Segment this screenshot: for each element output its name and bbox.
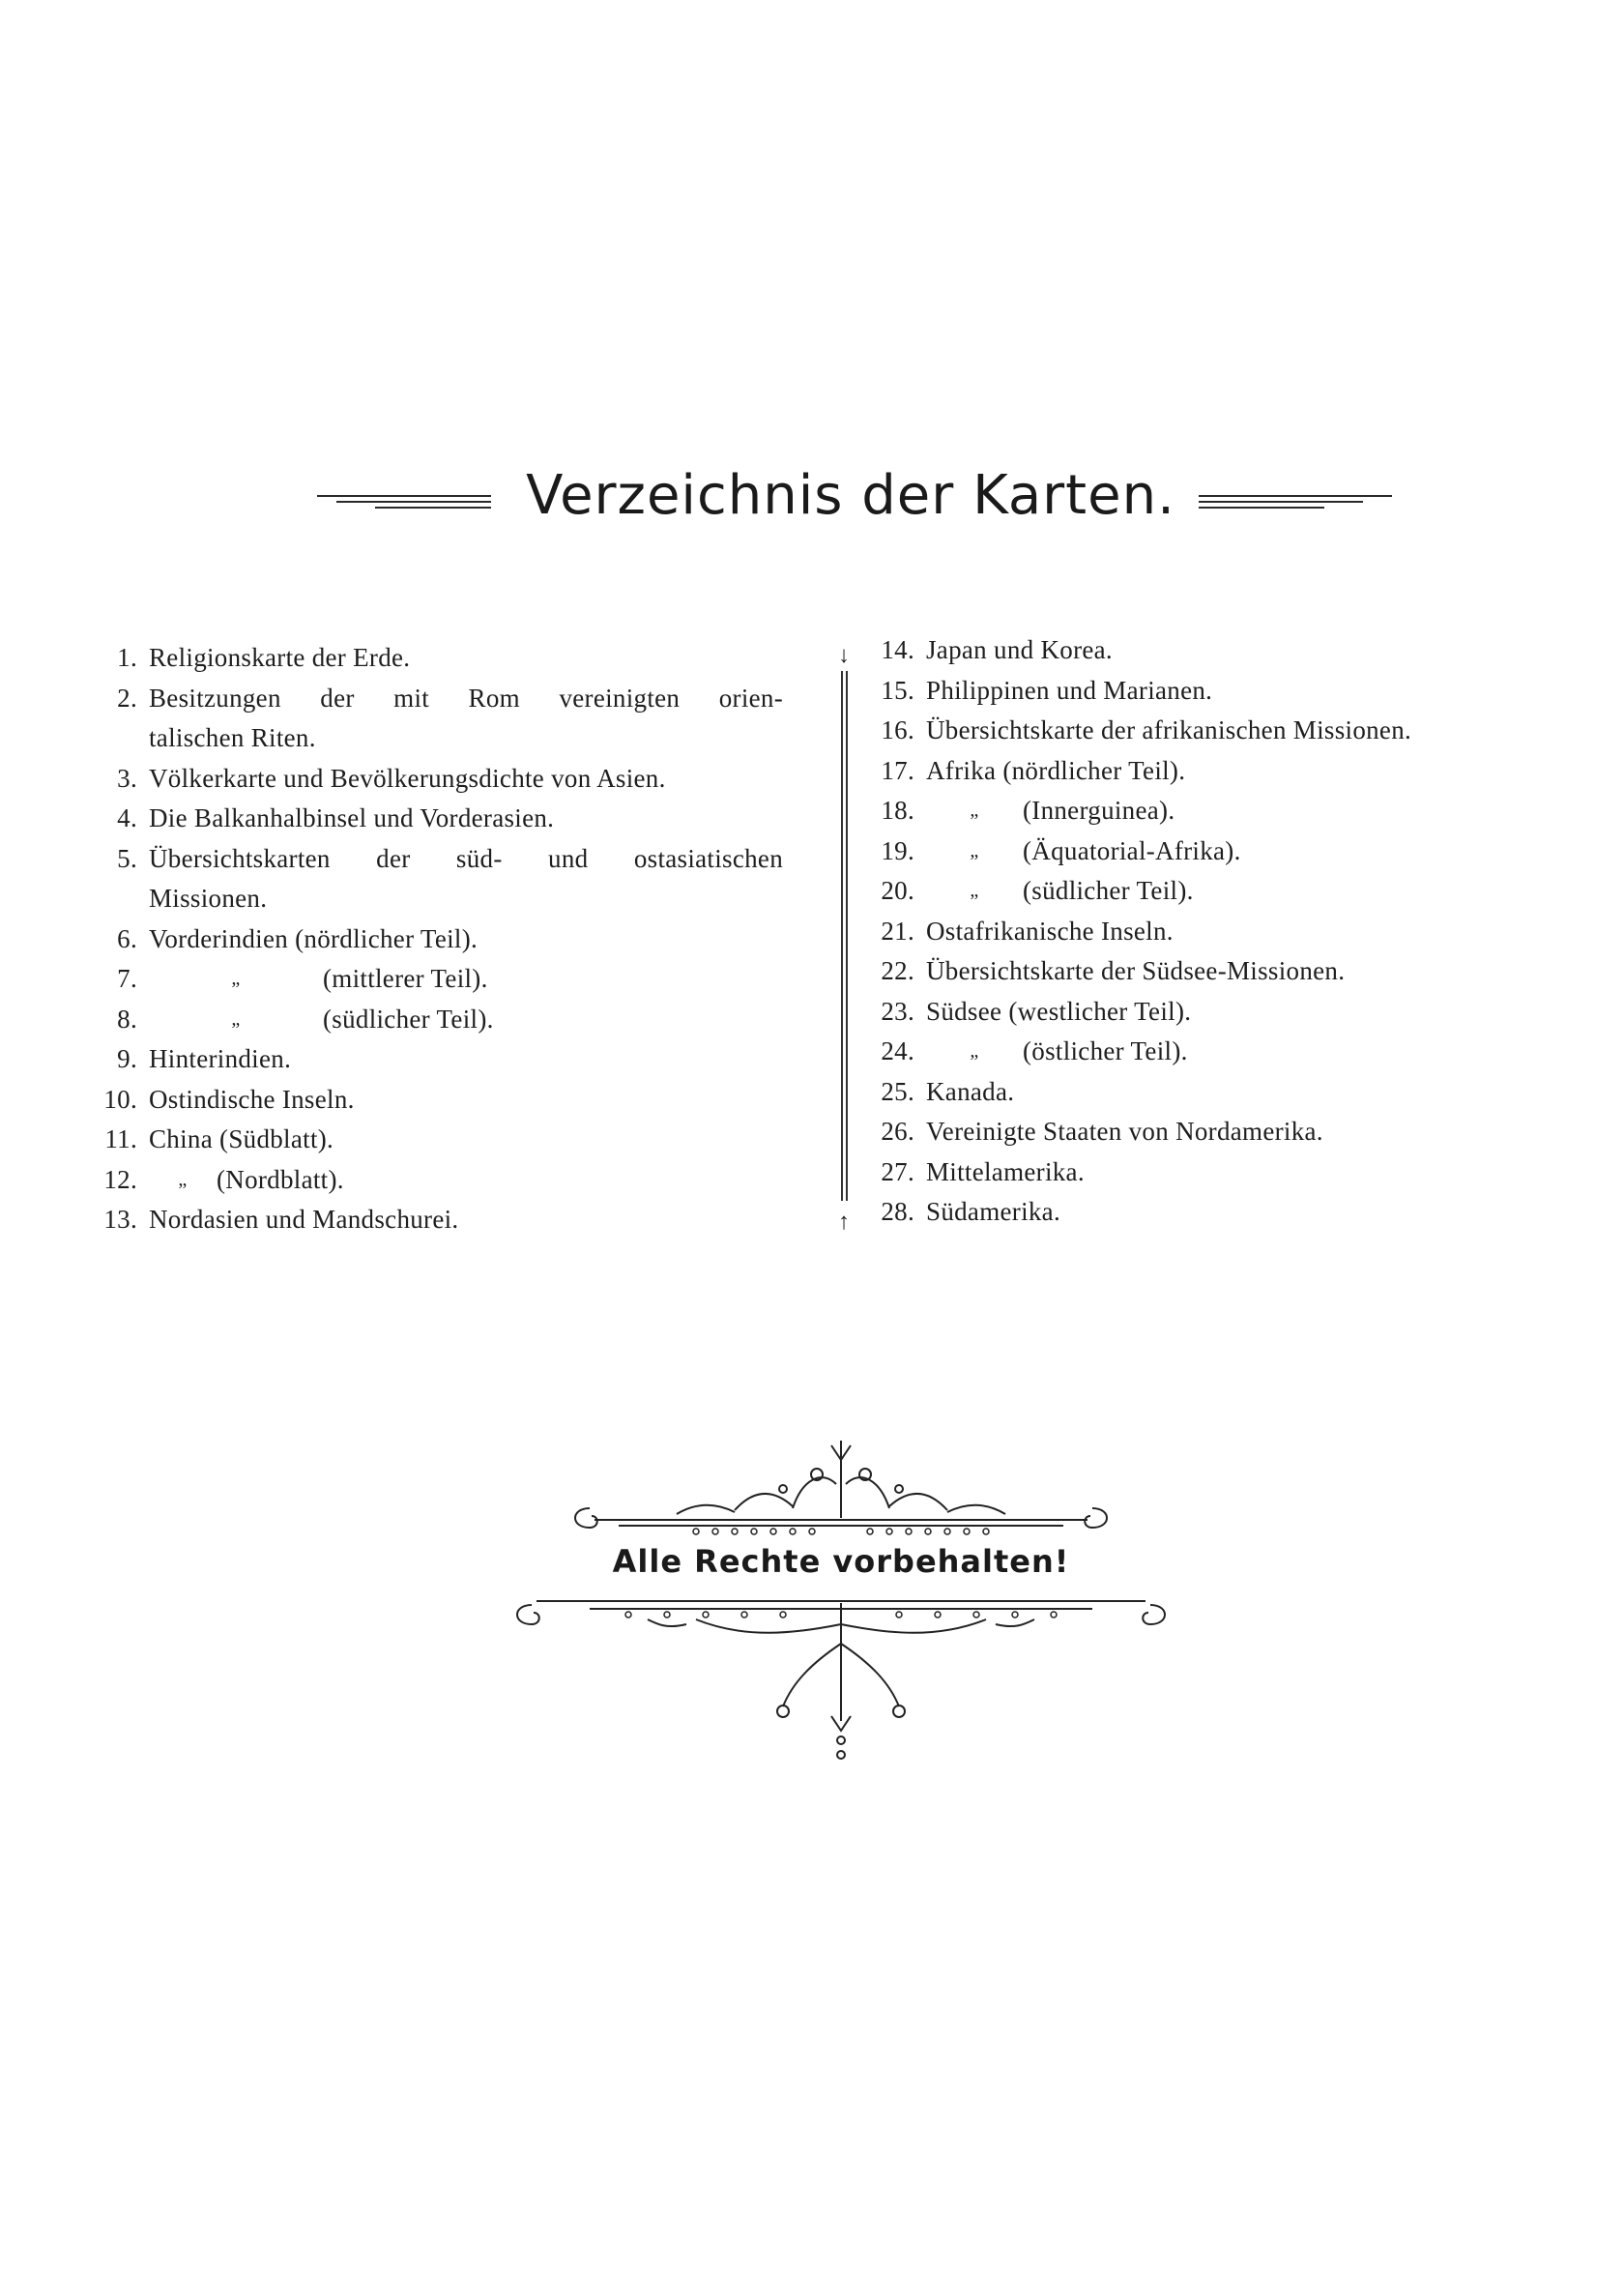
list-item <box>870 912 1566 952</box>
entry-text: Ostafrikanische Inseln. <box>926 916 1174 946</box>
entry-text: (Innerguinea). <box>1023 796 1175 825</box>
entry-number: 27. <box>881 1156 914 1186</box>
ditto-mark: „ <box>970 1040 979 1062</box>
entry-text: Südsee (westlicher Teil). <box>926 996 1192 1026</box>
entry-number: 5. <box>117 843 137 873</box>
entry-text-continued: Missionen. <box>149 884 268 913</box>
entry-number: 14. <box>881 635 914 664</box>
ditto-mark: „ <box>970 880 979 901</box>
entry-text: (südlicher Teil). <box>323 1004 494 1034</box>
entry-text: Übersichtskarte der afrikanischen Missionen. <box>926 715 1412 744</box>
list-item <box>870 1032 1566 1072</box>
list-item <box>870 671 1566 712</box>
entry-text: Mittelamerika. <box>926 1156 1085 1186</box>
page-title: Verzeichnis der Karten. <box>526 464 1175 527</box>
entry-text: Afrika (nördlicher Teil). <box>926 755 1186 785</box>
entry-text: Kanada. <box>926 1076 1015 1106</box>
entry-number: 19. <box>881 835 914 865</box>
list-item <box>870 751 1566 792</box>
entry-number: 25. <box>881 1076 914 1106</box>
entry-number: 20. <box>881 876 914 905</box>
list-item <box>93 1039 783 1080</box>
map-list-left <box>93 638 783 1240</box>
entry-text: Religionskarte der Erde. <box>149 643 411 672</box>
ditto-mark: „ <box>231 1007 241 1030</box>
entry-text: Übersichtskarte der Südsee-Missionen. <box>926 956 1346 985</box>
entry-text: (östlicher Teil). <box>1023 1036 1188 1065</box>
entry-number: 16. <box>881 715 914 744</box>
list-item <box>870 1072 1566 1113</box>
list-item <box>870 1152 1566 1193</box>
entry-text: Besitzungen der mit Rom vereinigten orien- <box>149 683 783 713</box>
list-item <box>870 951 1566 992</box>
entry-text: Ostindische Inseln. <box>149 1084 355 1114</box>
entry-number: 17. <box>881 755 914 785</box>
list-item <box>870 1192 1566 1233</box>
list-item <box>93 959 783 1000</box>
ornamental-scroll-icon <box>503 1431 1179 1769</box>
entry-number: 11. <box>104 1124 137 1153</box>
ditto-mark: „ <box>970 800 979 821</box>
list-item <box>93 759 783 800</box>
list-item <box>870 992 1566 1033</box>
entry-text: Völkerkarte und Bevölkerungsdichte von Asien. <box>149 763 666 793</box>
map-list-right <box>870 630 1566 1233</box>
ditto-mark: „ <box>178 1168 188 1190</box>
ornament-block <box>503 1431 1179 1769</box>
list-item <box>93 1080 783 1121</box>
entry-number: 18. <box>881 796 914 825</box>
column-divider <box>831 642 856 1236</box>
entry-text: Vorderindien (nördlicher Teil). <box>149 923 478 953</box>
entry-text: (südlicher Teil). <box>1023 876 1194 905</box>
list-item <box>870 711 1566 751</box>
list-item <box>870 1112 1566 1152</box>
list-item <box>870 831 1566 872</box>
entry-text: Japan und Korea. <box>926 635 1113 664</box>
title-row <box>309 464 1382 541</box>
ditto-mark: „ <box>970 839 979 861</box>
entry-text: (mittlerer Teil). <box>323 964 488 993</box>
entry-number: 1. <box>117 643 137 672</box>
entry-number: 13. <box>103 1205 137 1234</box>
entry-text: Hinterindien. <box>149 1044 292 1073</box>
entry-number: 8. <box>117 1004 137 1034</box>
entry-number: 4. <box>117 803 137 832</box>
entry-text: (Äquatorial-Afrika). <box>1023 835 1241 865</box>
list-item <box>93 679 783 759</box>
list-item <box>93 919 783 960</box>
list-item <box>93 1000 783 1040</box>
rights-notice: Alle Rechte vorbehalten! <box>612 1543 1070 1580</box>
down-arrow-icon: ↓ <box>838 643 850 668</box>
entry-number: 15. <box>881 675 914 705</box>
entry-text: Übersichtskarten der süd- und ostasiatischen <box>149 843 783 873</box>
list-item <box>93 1160 783 1201</box>
list-item <box>93 1120 783 1160</box>
entry-number: 26. <box>881 1117 914 1146</box>
entry-text: Südamerika. <box>926 1197 1061 1226</box>
entry-text: China (Südblatt). <box>149 1124 334 1153</box>
ditto-mark: „ <box>231 968 241 989</box>
entry-number: 23. <box>881 996 914 1026</box>
entry-number: 2. <box>117 683 137 713</box>
entry-text: Nordasien und Mandschurei. <box>149 1205 459 1234</box>
list-item <box>93 839 783 919</box>
list-item <box>93 799 783 839</box>
up-arrow-icon: ↑ <box>838 1210 850 1235</box>
list-item <box>93 1200 783 1240</box>
list-item <box>870 630 1566 671</box>
entry-number: 12. <box>103 1164 137 1194</box>
entry-number: 28. <box>881 1197 914 1226</box>
entry-text-continued: talischen Riten. <box>149 723 316 752</box>
list-item <box>870 791 1566 831</box>
entry-number: 21. <box>881 916 914 946</box>
entry-number: 22. <box>881 956 914 985</box>
entry-text: (Nordblatt). <box>217 1164 344 1194</box>
entry-number: 7. <box>117 964 137 993</box>
list-item <box>93 638 783 679</box>
entry-text: Vereinigte Staaten von Nordamerika. <box>926 1117 1323 1146</box>
entry-text: Die Balkanhalbinsel und Vorderasien. <box>149 803 555 832</box>
entry-text: Philippinen und Marianen. <box>926 675 1213 705</box>
entry-number: 9. <box>117 1044 137 1073</box>
entry-number: 6. <box>117 923 137 953</box>
entry-number: 10. <box>103 1084 137 1114</box>
entry-number: 24. <box>881 1036 914 1065</box>
list-item <box>870 871 1566 912</box>
entry-number: 3. <box>117 763 137 793</box>
